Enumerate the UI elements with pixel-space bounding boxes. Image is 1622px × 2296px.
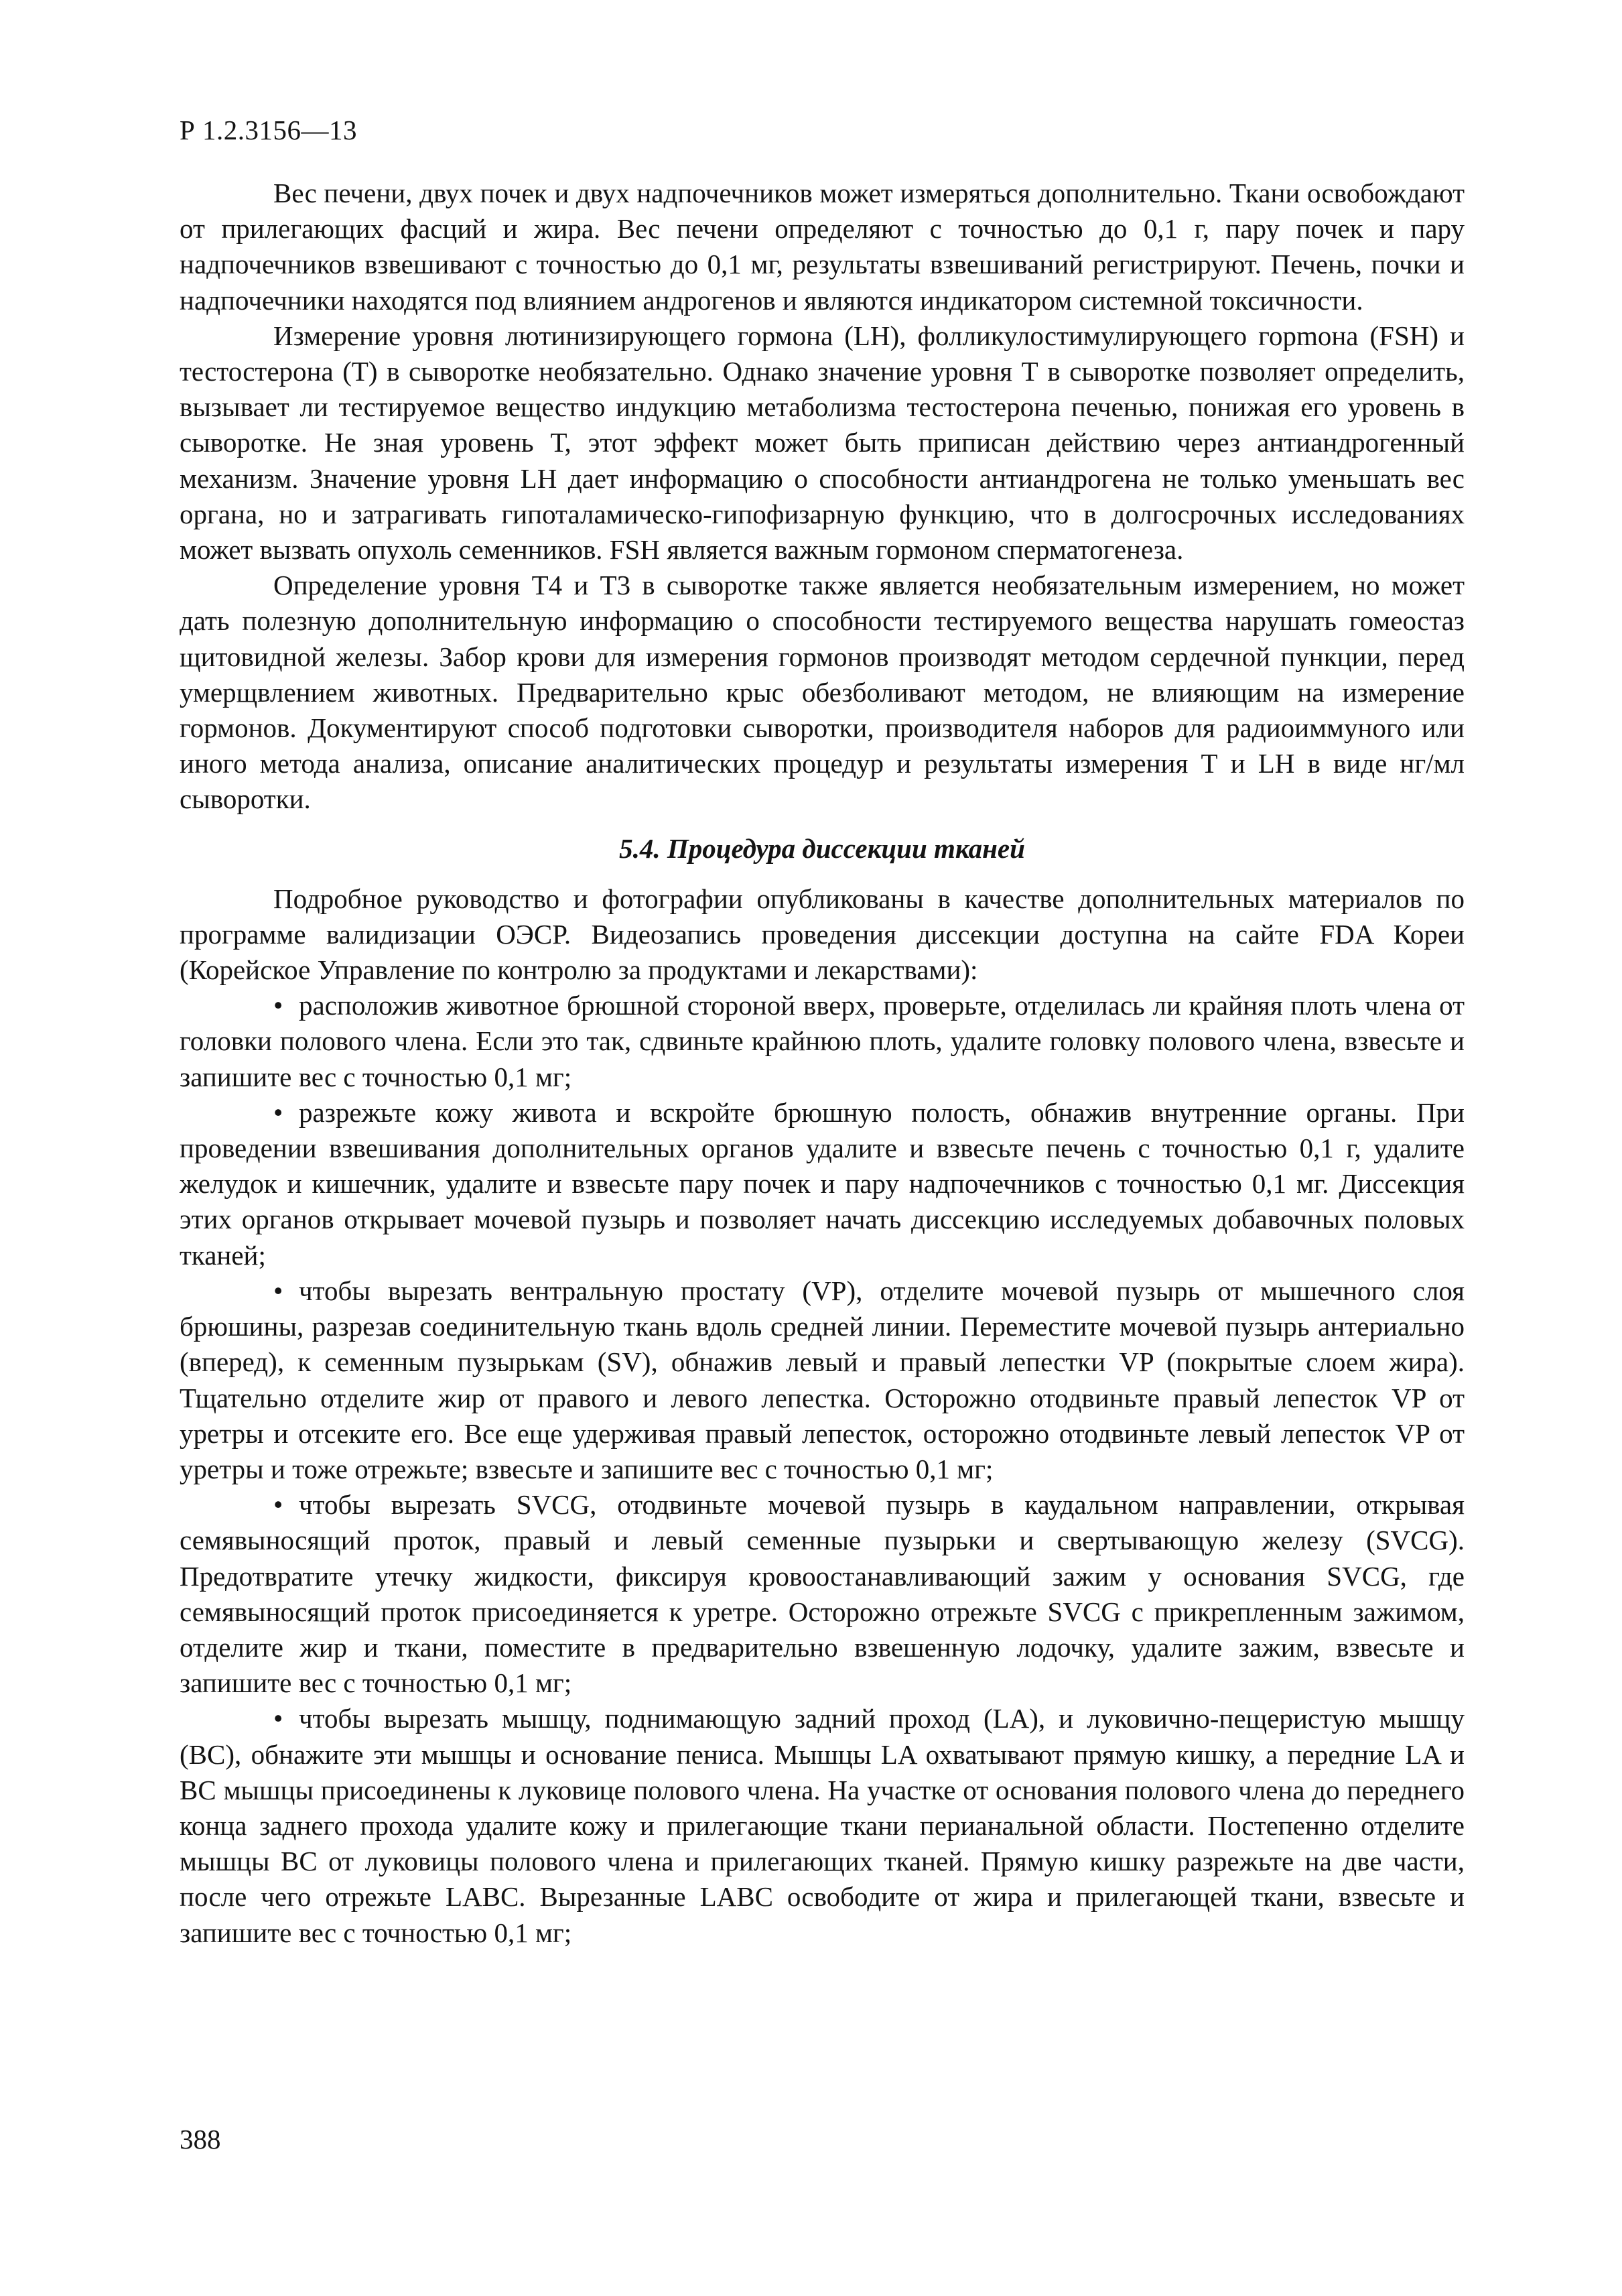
list-item [180, 1095, 1465, 1273]
section-heading: 5.4. Процедура диссекции тканей [619, 832, 1025, 864]
list-item-text: чтобы вырезать мышцу, поднимающую задний проход (LA), и луковично-пещеристую мышцу (ВС), обнажите эти мышцы и основание пениса. Мышцы LA охватывают прямую кишку, а передние LA и ВС мышцы присоединены к луковице полового члена. На участке от основания полового члена до переднего конца заднего прохода удалите кожу и прилегающие ткани перианальной области. Постепенно отделите мышцы ВС от луковицы полового члена и прилегающих тканей. Прямую кишку разрежьте на две части, после чего отрежьте LABC. Вырезанные LABC освободите от жира и прилегающей ткани, взвесьте и запишите вес с точностью 0,1 мг; [180, 1703, 1465, 1948]
bullet-icon: • [273, 1489, 283, 1521]
page-number: 388 [180, 2124, 221, 2155]
paragraph-organ-weights: Вес печени, двух почек и двух надпочечников может измеряться дополнительно. Ткани освобождают от прилегающих фасций и жира. Вес печени определяют с точностью до 0,1 г, пару почек и пару надпочечников взвешивают с точностью до 0,1 мг, результаты взвешиваний регистрируют. Печень, почки и надпочечники находятся под влиянием андрогенов и являются индикатором системной токсичности. [180, 178, 1465, 316]
list-item-text: расположив животное брюшной стороной вверх, проверьте, отделилась ли крайняя плоть члена от головки полового члена. Если это так, сдвиньте крайнюю плоть, удалите головку полового члена, взвесьте и запишите вес с точностью 0,1 мг; [180, 990, 1465, 1092]
list-item-text: чтобы вырезать вентральную простату (VP), отделите мочевой пузырь от мышечного слоя брюшины, разрезав соединительную ткань вдоль средней линии. Переместите мочевой пузырь антериально (вперед), к семенным пузырькам (SV), обнажив левый и правый лепестки VP (покрытые слоем жира). Тщательно отделите жир от правого и левого лепестка. Осторожно отодвиньте правый лепесток VP от уретры и отсеките его. Все еще удерживая правый лепесток, осторожно отодвиньте левый лепесток VP от уретры и тоже отрежьте; взвесьте и запишите вес с точностью 0,1 мг; [180, 1275, 1465, 1484]
paragraph-thyroid-hormones: Определение уровня Т4 и Т3 в сыворотке также является необязательным измерением, но может дать полезную дополнительную информацию о способности тестируемого вещества нарушать гомеостаз щитовидной железы. Забор крови для измерения гормонов производят методом сердечной пункции, перед умерщвлением животных. Предварительно крыс обезболивают методом, не влияющим на измерение гормонов. Документируют способ подготовки сыворотки, производителя наборов для радиоиммуного или иного метода анализа, описание аналитических процедур и результаты измерения Т и LH в виде нг/мл сыворотки. [180, 570, 1465, 815]
document-code: Р 1.2.3156—13 [180, 115, 358, 145]
list-item-text: разрежьте кожу живота и вскройте брюшную полость, обнажив внутренние органы. При проведении взвешивания дополнительных органов удалите и взвесьте печень с точностью 0,1 г, удалите желудок и кишечник, удалите и взвесьте пару почек и пару надпочечников с точностью 0,1 мг. Диссекция этих органов открывает мочевой пузырь и позволяет начать диссекцию исследуемых добавочных половых тканей; [180, 1096, 1465, 1271]
bullet-icon: • [273, 1703, 283, 1734]
bullet-icon: • [273, 990, 283, 1021]
paragraph-dissection-intro: Подробное руководство и фотографии опубликованы в качестве дополнительных материалов по программе валидизации ОЭСР. Видеозапись проведения диссекции доступна на сайте FDA Кореи (Корейское Управление по контролю за продуктами и лекарствами): [180, 883, 1465, 986]
paragraph-hormone-measurement: Измерение уровня лютинизирующего гормона (LH), фолликулостимулирующего горmона (FSH) и тестостерона (Т) в сыворотке необязательно. Однако значение уровня Т в сыворотке позволяет определить, вызывает ли тестируемое вещество индукцию метаболизма тестостерона печенью, понижая его уровень в сыворотке. Не зная уровень Т, этот эффект может быть приписан действию через антиандрогенный механизм. Значение уровня LH дает информацию о способности антиандрогена не только уменьшать вес органа, но и затрагивать гипоталамическо-гипофизарную функцию, что в долгосрочных исследованиях может вызвать опухоль семенников. FSH является важным гормоном сперматогенеза. [180, 320, 1465, 566]
list-item [180, 1701, 1465, 1950]
bullet-icon: • [273, 1096, 283, 1128]
page-content [180, 176, 1465, 1951]
list-item [180, 988, 1465, 1095]
list-item [180, 1487, 1465, 1701]
list-item-text: чтобы вырезать SVCG, отодвиньте мочевой пузырь в каудальном направлении, открывая семявыносящий проток, правый и левый семенные пузырьки и свертывающую железу (SVCG). Предотвратите утечку жидкости, фиксируя кровоостанавливающий зажим у основания SVCG, где семявыносящий проток присоединяется к уретре. Осторожно отрежьте SVCG с прикрепленным зажимом, отделите жир и ткани, поместите в предварительно взвешенную лодочку, удалите зажим, взвесьте и запишите вес с точностью 0,1 мг; [180, 1489, 1465, 1699]
bullet-icon: • [273, 1275, 283, 1306]
list-item [180, 1273, 1465, 1487]
